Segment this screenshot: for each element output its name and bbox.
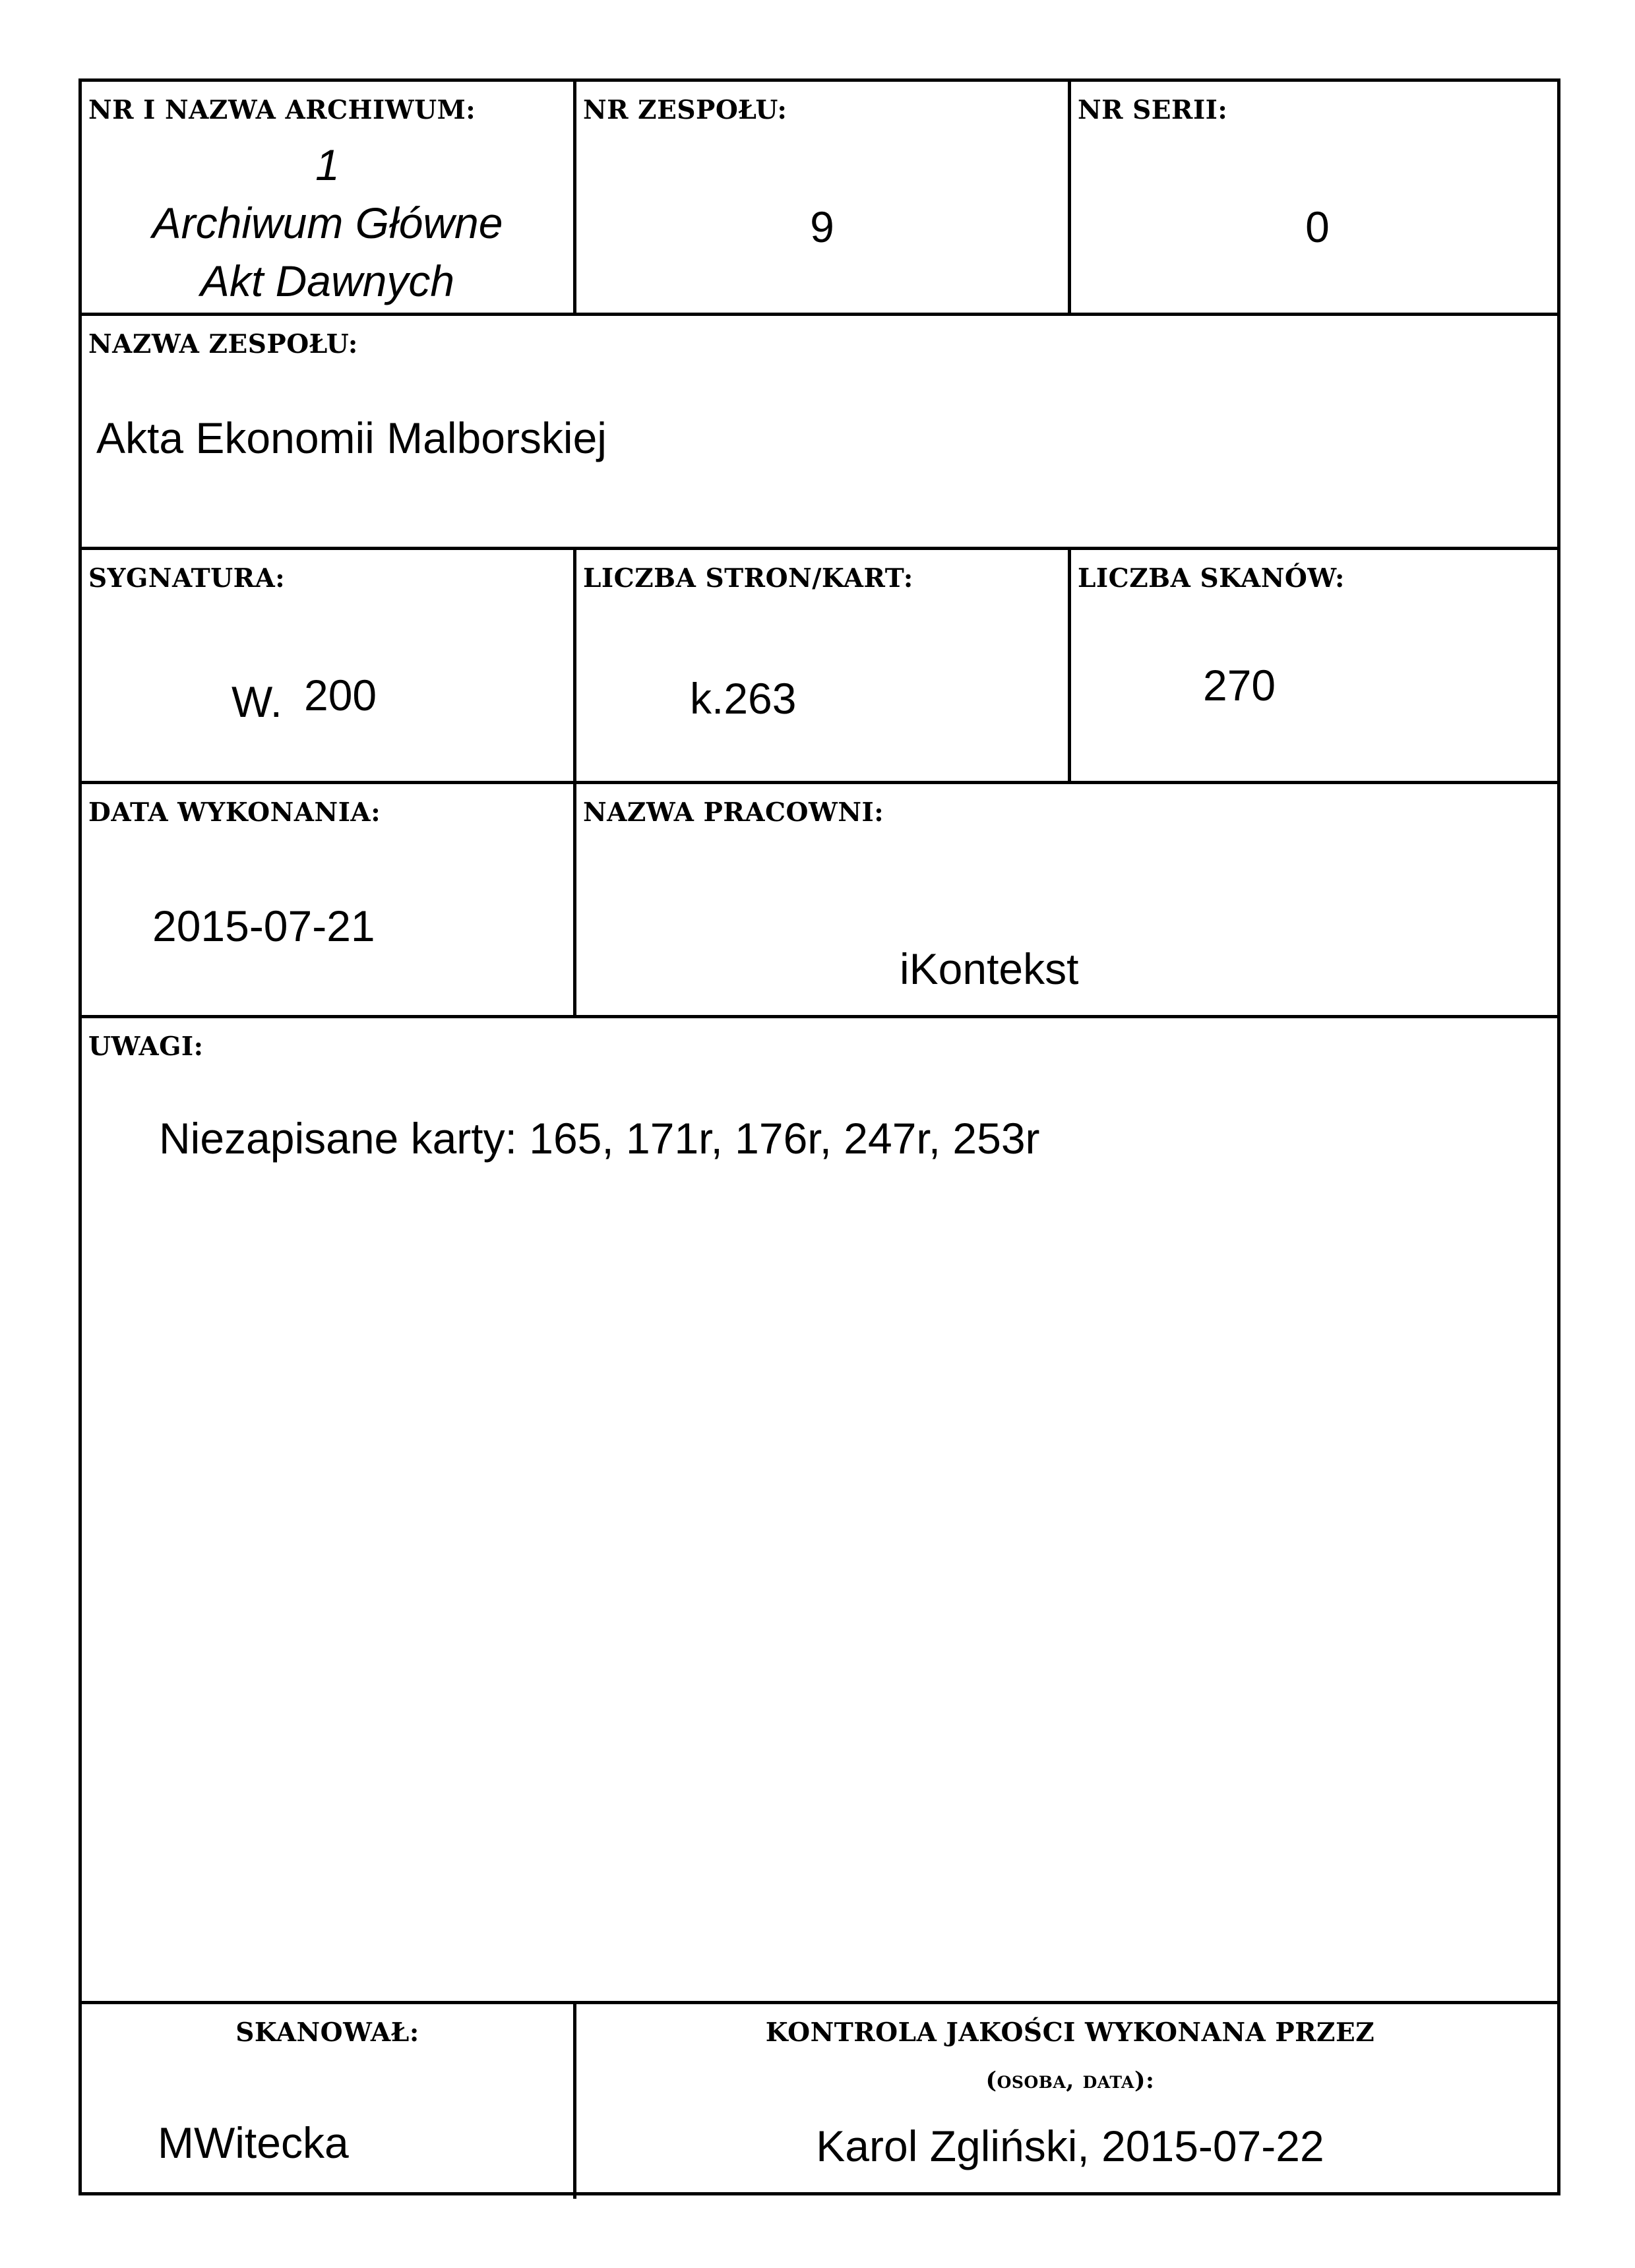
scan-count-label: LICZBA SKANÓW: bbox=[1078, 563, 1345, 594]
fond-name-label: NAZWA ZESPOŁU: bbox=[88, 329, 358, 359]
date-done-value: 2015-07-21 bbox=[152, 902, 375, 950]
quality-control-value: Karol Zgliński, 2015-07-22 bbox=[816, 2122, 1324, 2170]
signature-prefix: W. bbox=[231, 677, 282, 726]
studio-value: iKontekst bbox=[900, 944, 1079, 993]
archive-name-line2: Akt Dawnych bbox=[200, 257, 455, 305]
scanned-by-value: MWitecka bbox=[158, 2118, 349, 2167]
column-divider bbox=[1068, 547, 1071, 781]
series-number-value: 0 bbox=[1305, 202, 1330, 251]
scan-count-value: 270 bbox=[1203, 661, 1276, 710]
fond-number-value: 9 bbox=[810, 202, 834, 251]
fond-number-label: NR ZESPOŁU: bbox=[583, 95, 787, 125]
signature-value: 200 bbox=[304, 671, 377, 720]
archive-number: 1 bbox=[315, 140, 340, 189]
row-divider bbox=[82, 547, 1557, 550]
archive-name-line1: Archiwum Główne bbox=[152, 199, 503, 247]
signature-label: SYGNATURA: bbox=[88, 563, 286, 594]
fond-name-value: Akta Ekonomii Malborskiej bbox=[96, 414, 607, 462]
archive-label: NR I NAZWA ARCHIWUM: bbox=[88, 95, 476, 125]
row-divider bbox=[82, 781, 1557, 784]
column-divider bbox=[573, 547, 576, 781]
scanned-by-label: SKANOWAŁ: bbox=[235, 2017, 419, 2048]
notes-label: UWAGI: bbox=[88, 1031, 204, 1062]
row-divider bbox=[82, 313, 1557, 316]
column-divider bbox=[573, 781, 576, 1015]
quality-control-sublabel: (osoba, data): bbox=[985, 2067, 1155, 2094]
quality-control-label: KONTROLA JAKOŚCI WYKONANA PRZEZ bbox=[765, 2017, 1375, 2048]
metadata-sheet bbox=[78, 78, 1560, 2195]
studio-label: NAZWA PRACOWNI: bbox=[583, 797, 884, 828]
row-divider bbox=[82, 1015, 1557, 1018]
series-number-label: NR SERII: bbox=[1078, 95, 1228, 125]
notes-value: Niezapisane karty: 165, 171r, 176r, 247r, 253r bbox=[159, 1114, 1040, 1163]
row-divider bbox=[82, 2001, 1557, 2004]
date-done-label: DATA WYKONANIA: bbox=[88, 797, 381, 828]
page-count-value: k.263 bbox=[690, 674, 797, 723]
page-count-label: LICZBA STRON/KART: bbox=[583, 563, 913, 594]
